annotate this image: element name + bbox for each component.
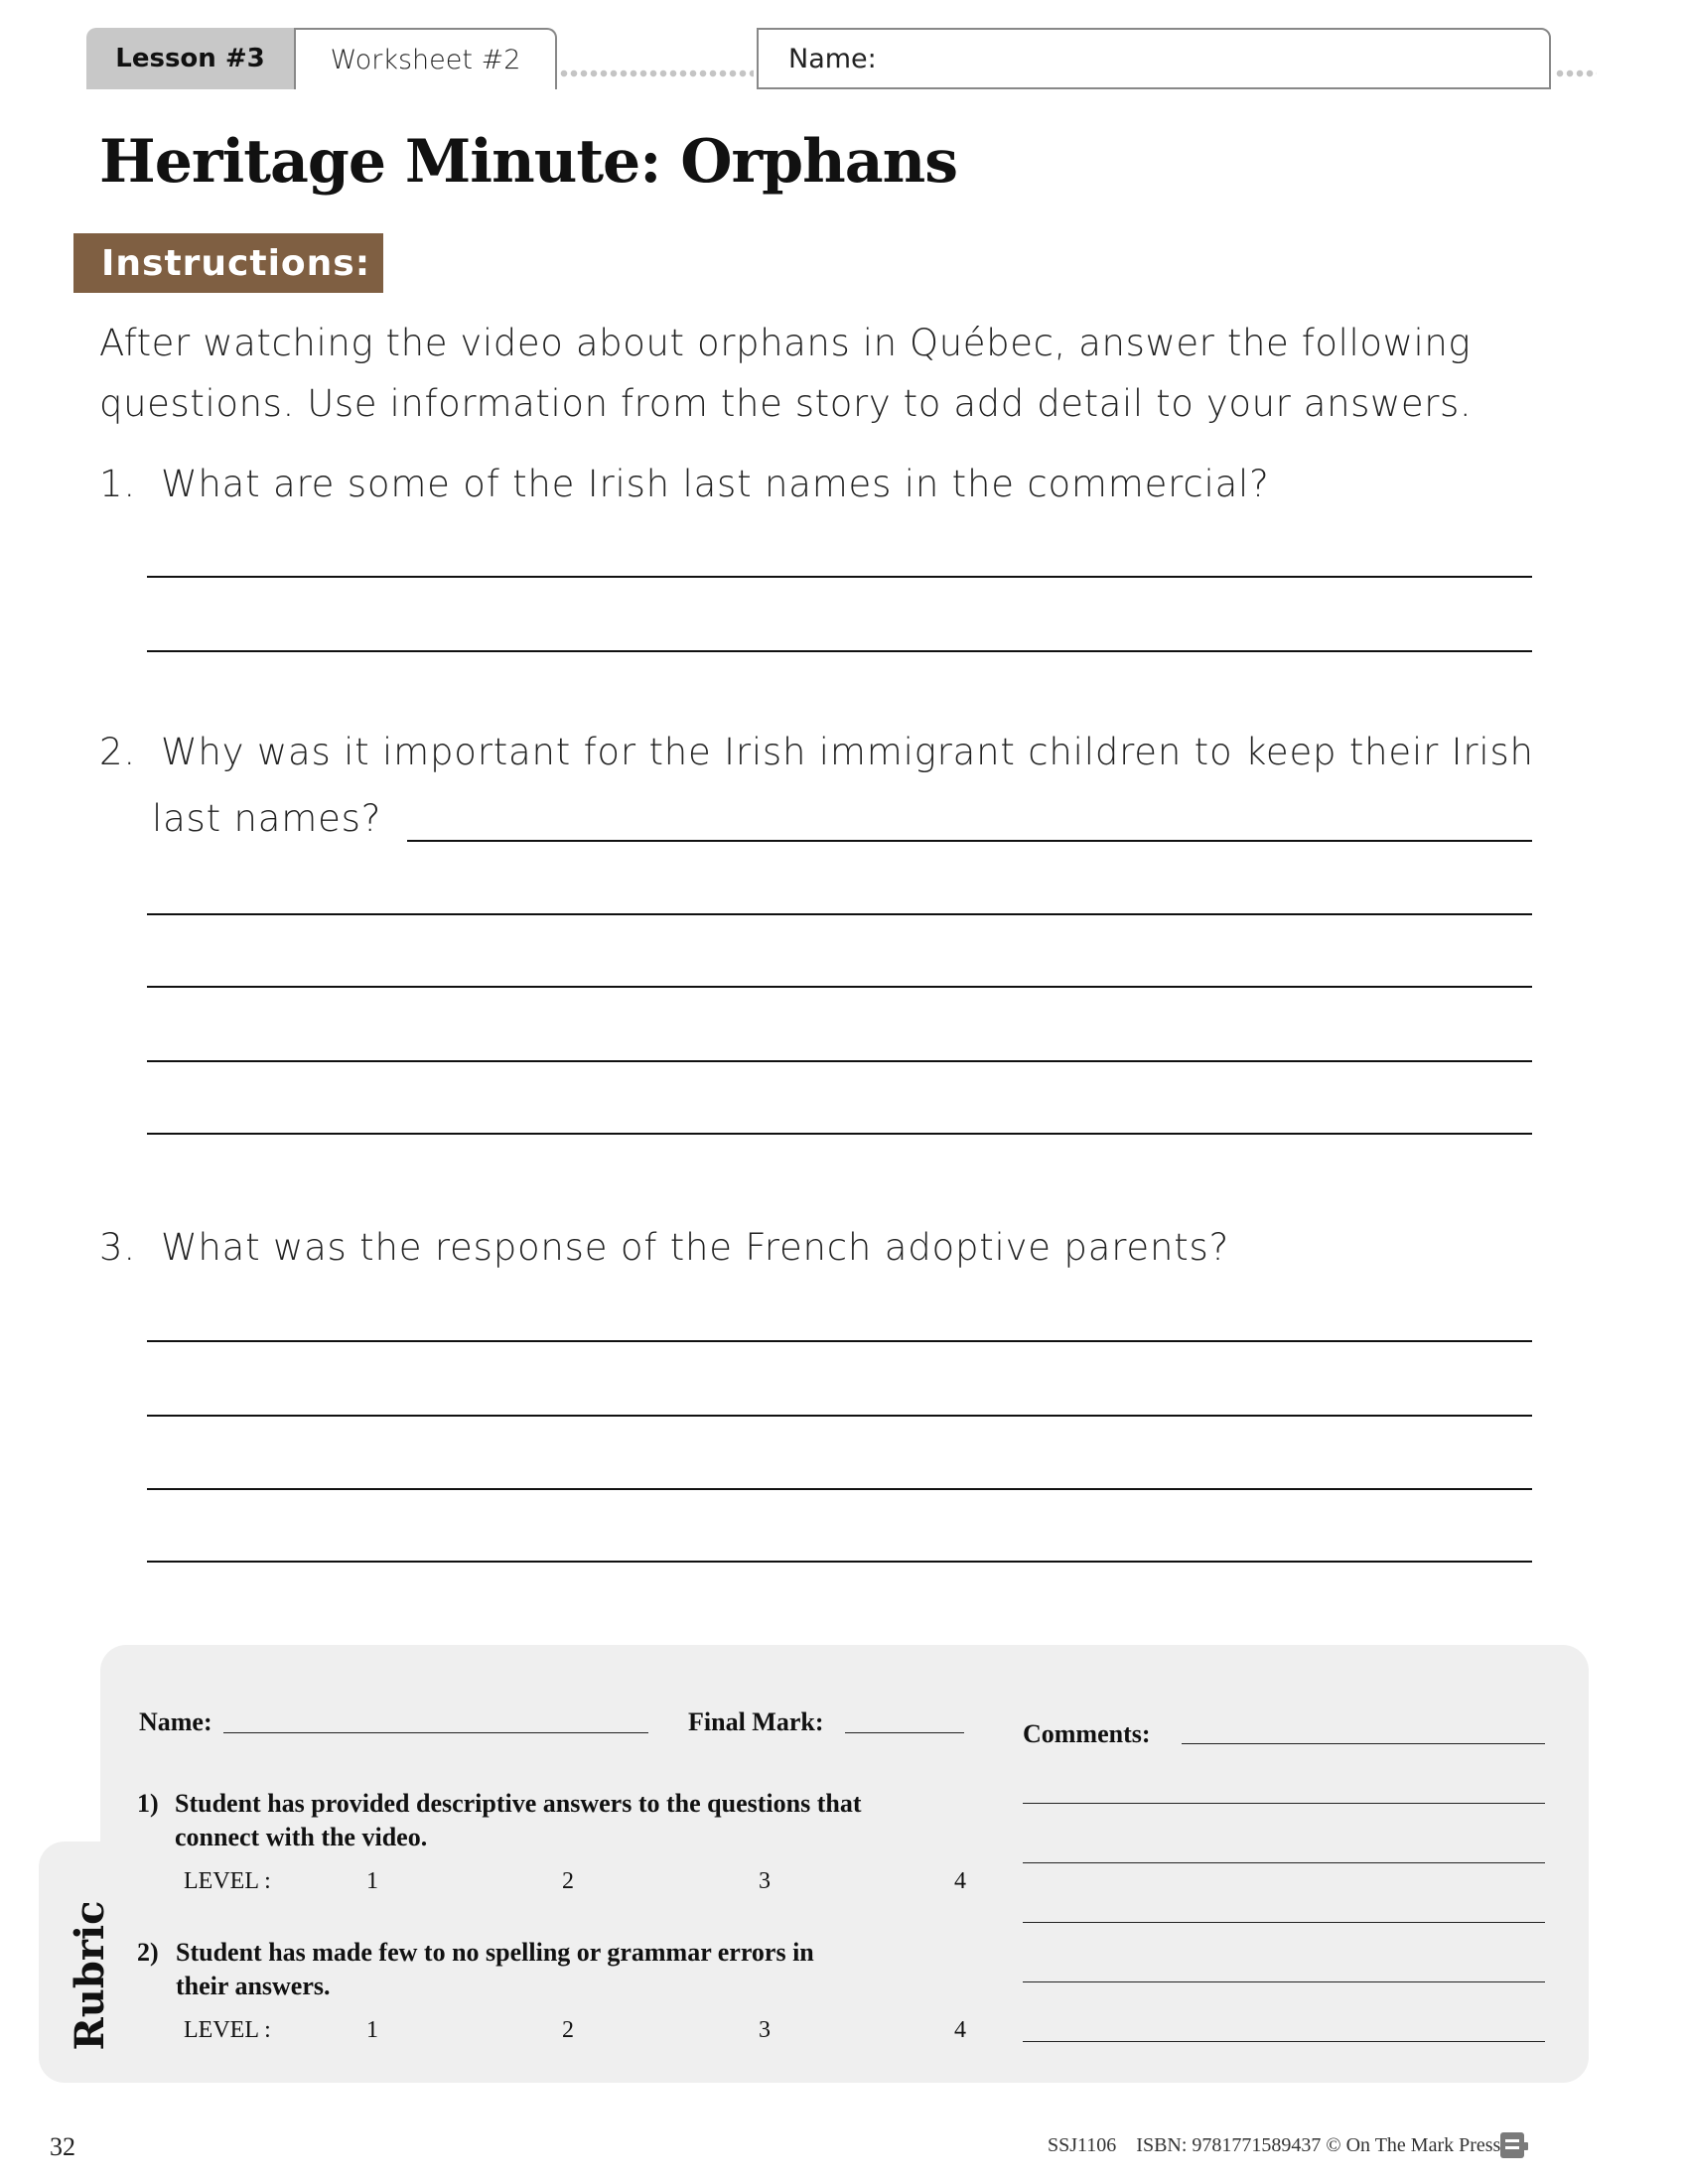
rubric-name-field[interactable] [223, 1732, 648, 1733]
worksheet-tab [294, 28, 557, 89]
answer-line[interactable] [147, 1060, 1532, 1062]
answer-line[interactable] [147, 1340, 1532, 1342]
answer-line[interactable] [147, 650, 1532, 652]
page-title: Heritage Minute: Orphans [99, 127, 957, 197]
question-2 [99, 731, 1534, 773]
criterion-1-level-label: LEVEL : [184, 1868, 271, 1894]
question-text: What are some of the Irish last names in the commercial? [161, 463, 1270, 505]
criterion-1-level-2[interactable]: 2 [562, 1868, 574, 1894]
question-text: Why was it important for the Irish immigrant children to keep their Irish [161, 731, 1534, 773]
rubric-panel [100, 1645, 1589, 2083]
question-3 [99, 1226, 1229, 1269]
criterion-1-level-4[interactable]: 4 [954, 1868, 966, 1894]
comments-line[interactable] [1023, 1803, 1545, 1804]
name-label: Name: [788, 43, 877, 74]
worksheet-label: Worksheet #2 [330, 44, 521, 75]
question-text: What was the response of the French adoptive parents? [161, 1226, 1230, 1269]
question-number: 3. [99, 1226, 136, 1269]
comments-line[interactable] [1023, 1922, 1545, 1923]
comments-line[interactable] [1023, 2041, 1545, 2042]
instructions-line-2: questions. Use information from the story to add detail to your answers. [99, 382, 1473, 425]
criterion-2-level-4[interactable]: 4 [954, 2017, 966, 2043]
name-field[interactable] [757, 28, 1551, 89]
criterion-1-line-2: connect with the video. [175, 1823, 428, 1851]
answer-line[interactable] [147, 1415, 1532, 1417]
answer-line[interactable] [407, 840, 1532, 842]
criterion-2-level-label: LEVEL : [184, 2017, 271, 2043]
criterion-1-line-1: Student has provided descriptive answers to the questions that [175, 1789, 862, 1818]
criterion-1-level-3[interactable]: 3 [759, 1868, 771, 1894]
question-1 [99, 463, 1270, 505]
answer-line[interactable] [147, 576, 1532, 578]
lesson-label: Lesson #3 [115, 44, 265, 73]
answer-line[interactable] [147, 1561, 1532, 1563]
comments-line[interactable] [1023, 1981, 1545, 1982]
comments-label: Comments: [1023, 1719, 1151, 1748]
press-logo-icon [1499, 2130, 1529, 2160]
question-number: 1. [99, 463, 136, 505]
criterion-2-line-2: their answers. [176, 1972, 331, 2000]
footer-credit: SSJ1106 ISBN: 9781771589437 © On The Mark Press [1048, 2134, 1501, 2156]
answer-line[interactable] [147, 1133, 1532, 1135]
answer-line[interactable] [147, 986, 1532, 988]
answer-line[interactable] [147, 913, 1532, 915]
criterion-2-level-1[interactable]: 1 [366, 2017, 378, 2043]
final-mark-label: Final Mark: [688, 1707, 824, 1736]
instructions-label: Instructions: [101, 242, 371, 284]
instructions-text [99, 313, 1569, 434]
criterion-2-level-3[interactable]: 3 [759, 2017, 771, 2043]
rubric-label: Rubric [66, 1900, 113, 2051]
instructions-line-1: After watching the video about orphans in Québec, answer the following [99, 322, 1472, 364]
lesson-tab [86, 28, 294, 89]
question-number: 2. [99, 731, 136, 773]
dotted-divider [559, 69, 754, 77]
page-number: 32 [50, 2132, 75, 2161]
rubric-name-label: Name: [139, 1707, 212, 1736]
criterion-1-level-1[interactable]: 1 [366, 1868, 378, 1894]
comments-line[interactable] [1023, 1862, 1545, 1863]
dotted-divider-right [1555, 69, 1597, 77]
criterion-2-level-2[interactable]: 2 [562, 2017, 574, 2043]
question-2-continued: last names? [152, 797, 382, 840]
criterion-2-line-1: Student has made few to no spelling or grammar errors in [176, 1938, 814, 1967]
criterion-1-number: 1) [137, 1789, 159, 1818]
criterion-2-number: 2) [137, 1938, 159, 1967]
instructions-heading [73, 233, 383, 293]
final-mark-field[interactable] [845, 1732, 964, 1733]
answer-line[interactable] [147, 1488, 1532, 1490]
comments-line[interactable] [1182, 1743, 1545, 1744]
